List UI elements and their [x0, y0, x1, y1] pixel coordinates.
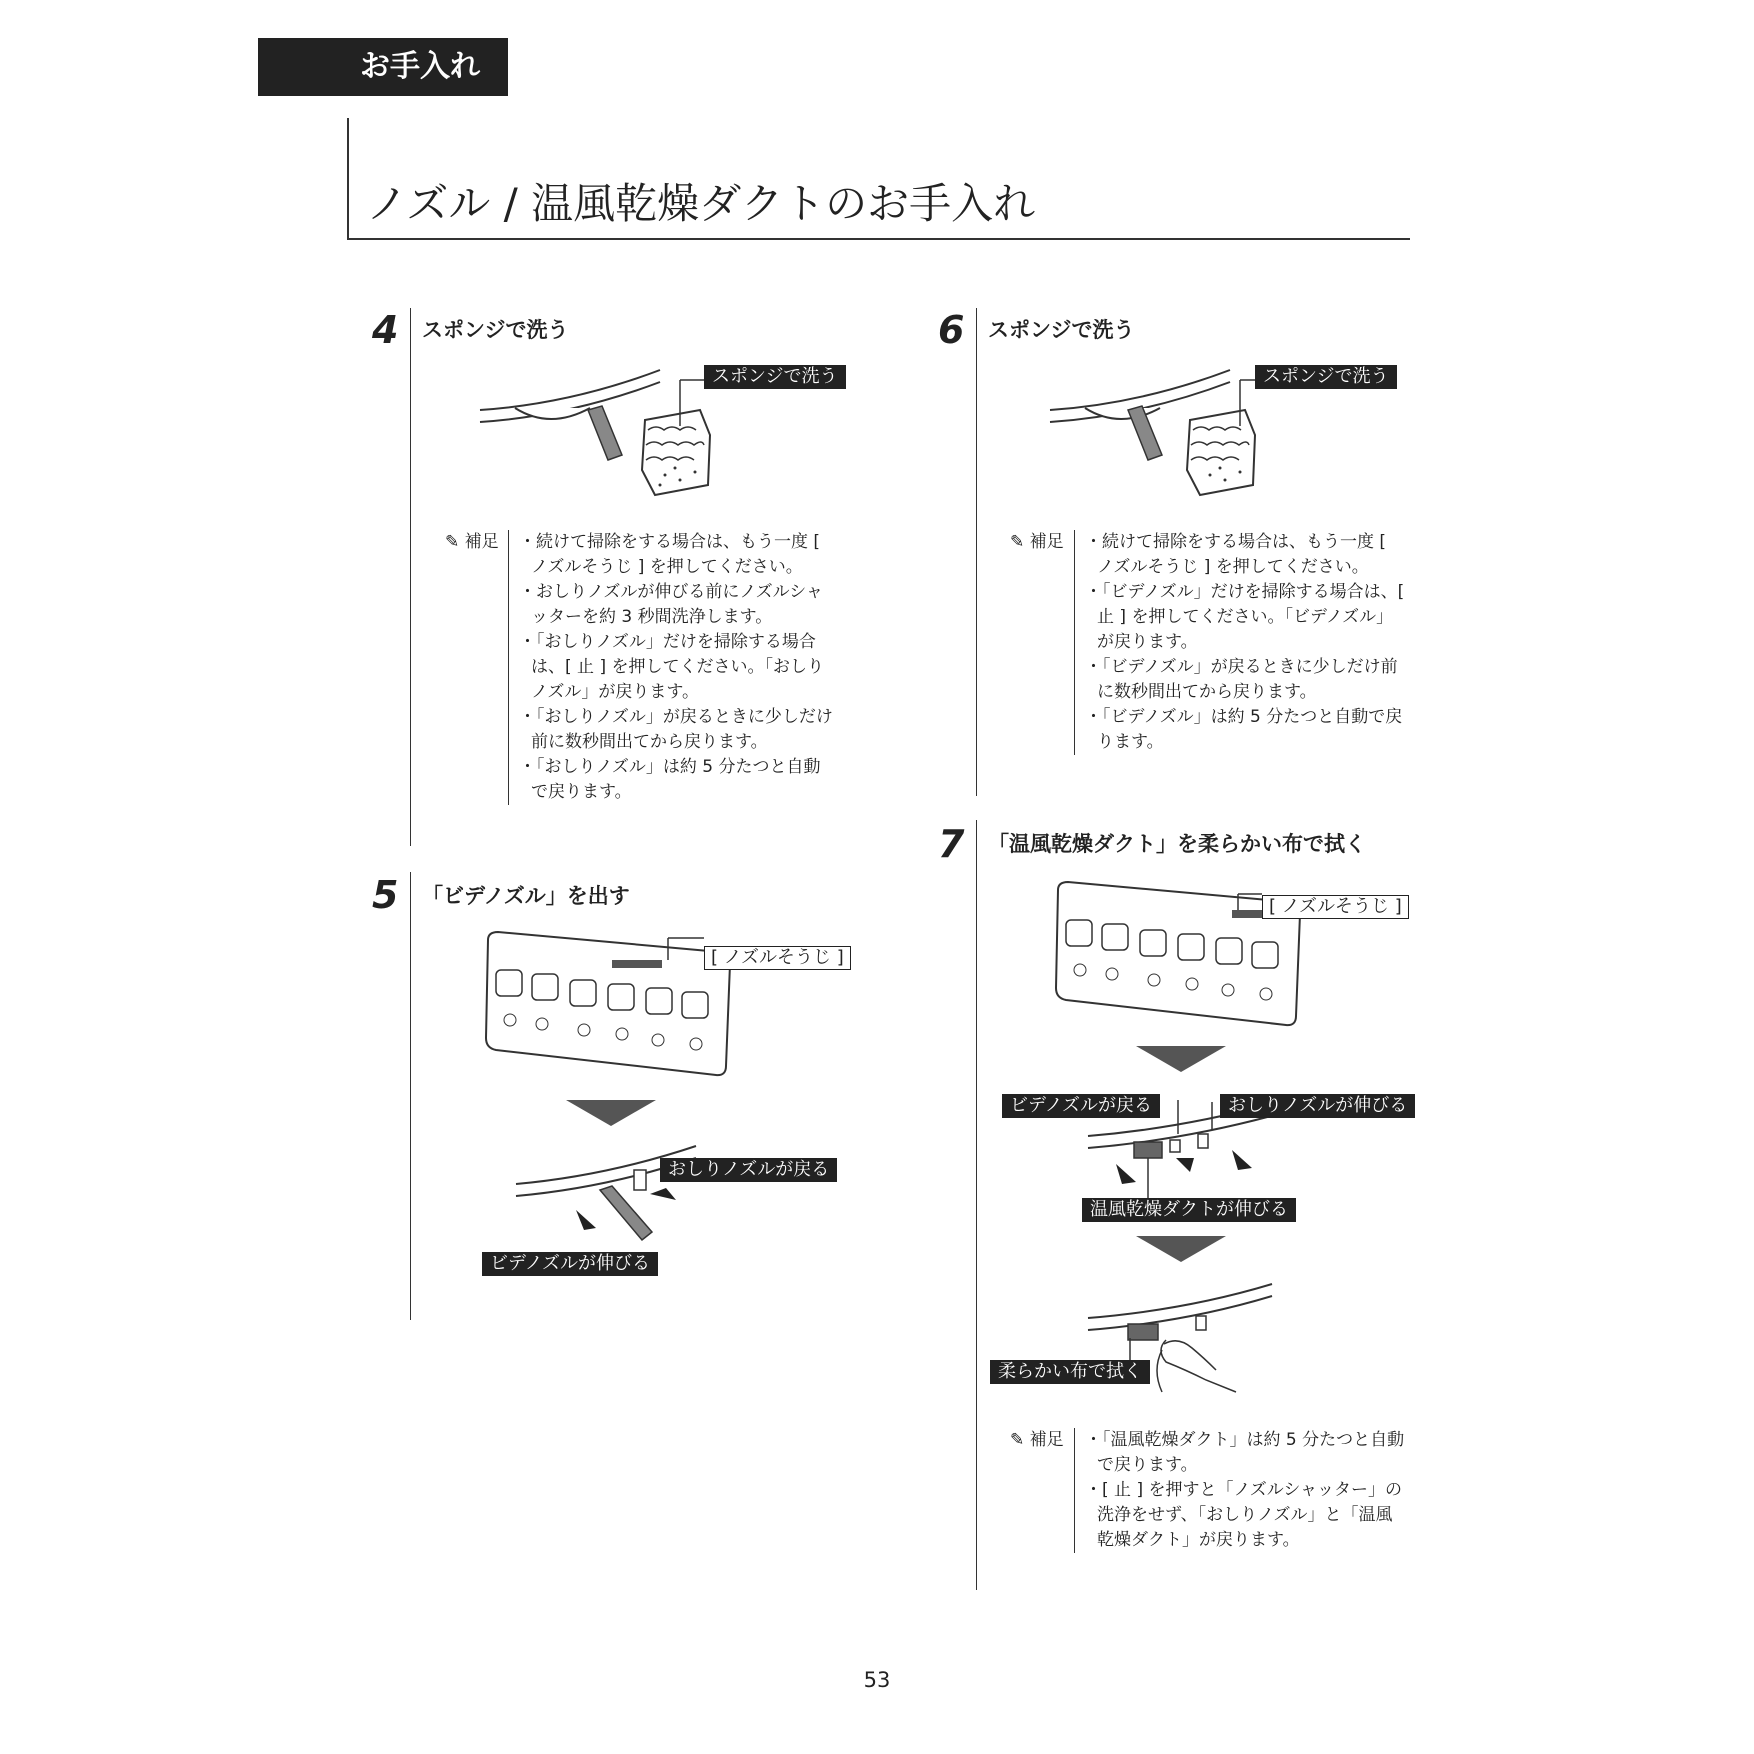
step-6-note-label-wrap — [1010, 530, 1080, 554]
step-6-callout-sponge: スポンジで洗う — [1255, 365, 1397, 389]
step-4-note-3: ・ 「おしりノズル」だけを掃除する場合は、[ 止 ] を押してください。「おしりノズル」が戻ります。 — [519, 630, 835, 705]
step-6-note-2: ・ 「ビデノズル」だけを掃除する場合は、[ 止 ] を押してください。「ビデノズル」が戻ります。 — [1085, 580, 1405, 655]
pencil-icon: ✎ — [1010, 1430, 1030, 1450]
step-4-note-1: ・ 続けて掃除をする場合は、もう一度 [ ノズルそうじ ] を押してください。 — [519, 530, 835, 580]
page-number: 53 — [863, 1668, 891, 1692]
step-7-number: 7 — [938, 822, 965, 866]
step-7-note-1: ・ 「温風乾燥ダクト」は約 5 分たつと自動で戻ります。 — [1085, 1428, 1405, 1478]
step-5-title: 「ビデノズル」を出す — [422, 884, 630, 908]
step-4-sponge-illustration — [470, 360, 710, 500]
step-6-note-1: ・ 続けて掃除をする場合は、もう一度 [ ノズルそうじ ] を押してください。 — [1085, 530, 1405, 580]
step-6-note-4: ・ 「ビデノズル」は約 5 分たつと自動で戻ります。 — [1085, 705, 1405, 755]
step-4-note-label: 補足 — [464, 532, 499, 552]
step-7-callout-bidet-return: ビデノズルが戻る — [1002, 1094, 1160, 1118]
title-rule — [347, 238, 1410, 240]
step-4-number: 4 — [372, 308, 399, 352]
step-7-down-arrow-1 — [1136, 1046, 1226, 1072]
step-5-number: 5 — [372, 873, 399, 917]
step-5-line — [410, 872, 411, 1320]
step-6-note-label: 補足 — [1029, 532, 1064, 552]
step-5-callout-button: [ ノズルそうじ ] — [704, 946, 851, 970]
step-7-callout-button: [ ノズルそうじ ] — [1262, 895, 1409, 919]
step-7-note-label-wrap — [1010, 1428, 1080, 1452]
step-7-note-2: ・ [ 止 ] を押すと「ノズルシャッター」の洗浄をせず、「おしりノズル」と「温風乾燥ダクト」が戻ります。 — [1085, 1478, 1405, 1553]
step-4-callout-sponge: スポンジで洗う — [704, 365, 846, 389]
step-5-remote-illustration — [482, 930, 738, 1080]
step-4-title: スポンジで洗う — [422, 318, 569, 342]
step-7-title: 「温風乾燥ダクト」を柔らかい布で拭く — [988, 832, 1366, 856]
step-7-callout-oshiri-extend: おしりノズルが伸びる — [1220, 1094, 1415, 1118]
section-tab: お手入れ — [258, 38, 508, 96]
step-4-note-5: ・ 「おしりノズル」は約 5 分たつと自動で戻ります。 — [519, 755, 835, 805]
step-7-down-arrow-2 — [1136, 1236, 1226, 1262]
page-title: ノズル / 温風乾燥ダクトのお手入れ — [366, 179, 1036, 228]
step-4-note-4: ・ 「おしりノズル」が戻るときに少しだけ前に数秒間出てから戻ります。 — [519, 705, 835, 755]
step-4-note-2: ・ おしりノズルが伸びる前にノズルシャッターを約 3 秒間洗浄します。 — [519, 580, 835, 630]
step-6-sponge-illustration — [1040, 360, 1280, 500]
step-4-line — [410, 308, 411, 846]
step-7-callout-wipe: 柔らかい布で拭く — [990, 1360, 1150, 1384]
step-6-note-3: ・ 「ビデノズル」が戻るときに少しだけ前に数秒間出てから戻ります。 — [1085, 655, 1405, 705]
step-7-note-label: 補足 — [1029, 1430, 1064, 1450]
step-7-callout-duct-extend: 温風乾燥ダクトが伸びる — [1082, 1198, 1296, 1222]
step-5-down-arrow — [566, 1100, 656, 1126]
step-5-callout-extend: ビデノズルが伸びる — [482, 1252, 658, 1276]
step-6-number: 6 — [938, 308, 965, 352]
pencil-icon: ✎ — [1010, 532, 1030, 552]
step-6-notes — [1074, 530, 1405, 755]
step-6-line — [976, 308, 977, 796]
step-5-nozzle-illustration — [516, 1140, 696, 1250]
pencil-icon: ✎ — [445, 532, 465, 552]
step-4-note-label-wrap — [445, 530, 515, 554]
step-6-title: スポンジで洗う — [988, 318, 1135, 342]
step-7-line — [976, 820, 977, 1590]
step-7-notes — [1074, 1428, 1405, 1553]
title-bar — [347, 118, 349, 240]
step-5-callout-return: おしりノズルが戻る — [660, 1158, 837, 1182]
step-4-notes — [508, 530, 835, 805]
